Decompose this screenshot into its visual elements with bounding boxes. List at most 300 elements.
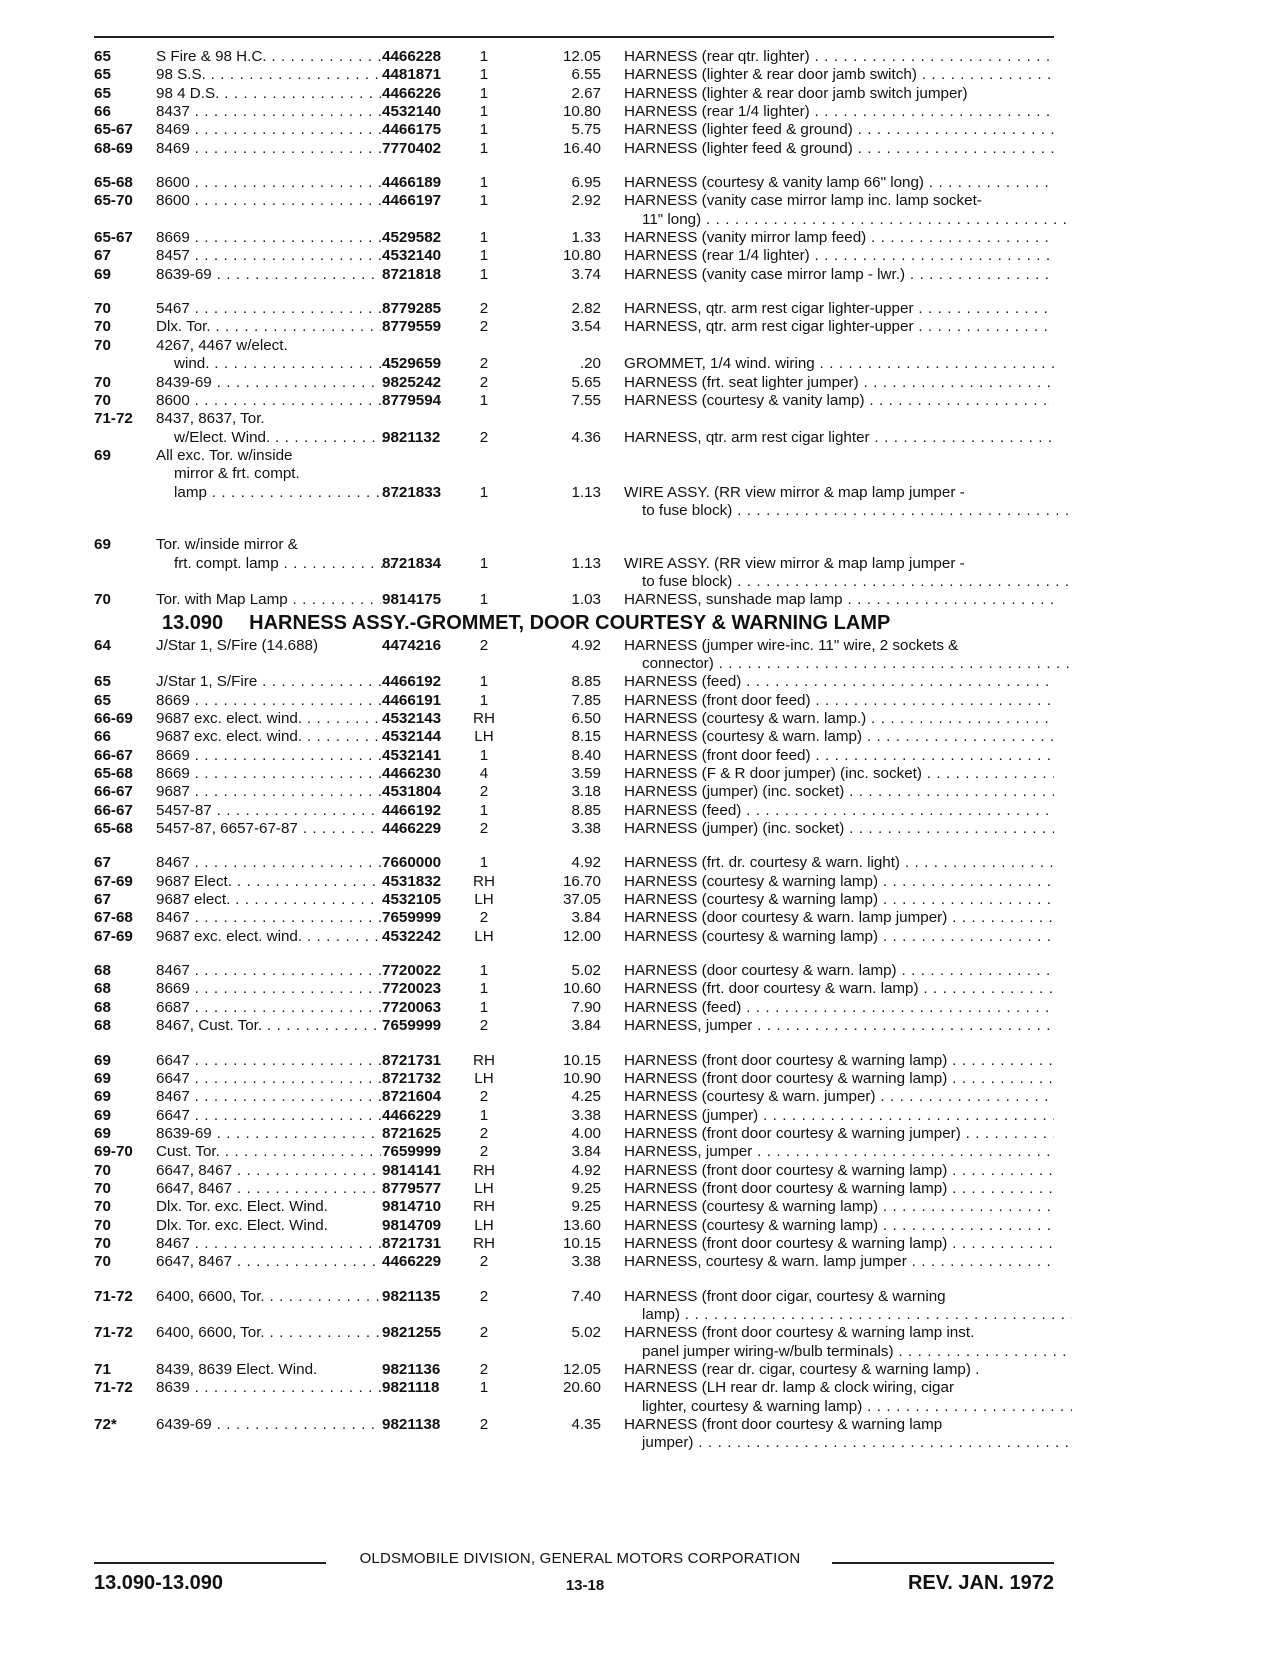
- description-cell: HARNESS (front door courtesy & warning lamp) . . .: [624, 1180, 1054, 1198]
- description-cell: lamp) . . .: [624, 1306, 1072, 1324]
- quantity-cell: 2: [479, 1088, 489, 1106]
- description-cell: HARNESS (frt. dr. courtesy & warn. light) . . .: [624, 854, 1054, 872]
- model-cell: 8467 . . .: [156, 854, 381, 872]
- description-cell: HARNESS (front door courtesy & warning lamp inst.: [624, 1324, 975, 1342]
- price-cell: 9.25: [571, 1179, 601, 1197]
- model-cell: 8467 . . .: [156, 909, 381, 927]
- quantity-cell: 2: [479, 1287, 489, 1305]
- year-cell: 66-67: [94, 746, 133, 764]
- row-spacer: [94, 158, 1054, 174]
- price-cell: 10.60: [562, 980, 601, 998]
- model-cell: J/Star 1, S/Fire (14.688): [156, 636, 319, 654]
- footer-section-range: 13.090-13.090: [94, 1572, 224, 1594]
- year-cell: 67: [94, 891, 111, 909]
- year-cell: 71-72: [94, 1287, 133, 1305]
- quantity-cell: 2: [479, 1361, 489, 1378]
- price-cell: 4.35: [571, 1416, 601, 1434]
- model-cell: 9687 Elect. . . .: [156, 873, 381, 891]
- price-cell: 2.92: [571, 192, 601, 210]
- price-cell: 1.13: [571, 483, 601, 501]
- model-cell: lamp . . .: [156, 484, 399, 502]
- year-cell: 67: [94, 247, 111, 265]
- description-cell: lighter, courtesy & warning lamp) . . .: [624, 1398, 1072, 1416]
- table-row: [94, 211, 1054, 229]
- price-cell: 3.18: [571, 783, 601, 801]
- description-cell: HARNESS (lighter & rear door jamb switch) . . .: [624, 66, 1054, 84]
- table-row: [94, 410, 1054, 428]
- description-cell: HARNESS (jumper) . . .: [624, 1107, 1054, 1125]
- price-cell: 1.13: [571, 554, 601, 572]
- quantity-cell: 2: [479, 300, 489, 318]
- year-cell: 70: [94, 373, 111, 391]
- description-cell: HARNESS (rear 1/4 lighter) . . .: [624, 103, 1054, 121]
- price-cell: 3.38: [571, 820, 601, 838]
- part-number-cell: 4529582: [382, 229, 442, 247]
- year-cell: 68: [94, 1017, 111, 1035]
- price-cell: 8.85: [571, 673, 601, 691]
- table-row: [94, 673, 1054, 691]
- table-row: [94, 1017, 1054, 1035]
- model-cell: 9687 exc. elect. wind. . . .: [156, 728, 381, 746]
- model-cell: 6647 . . .: [156, 1052, 381, 1070]
- description-cell: HARNESS (courtesy & warning lamp) . . .: [624, 1198, 1054, 1216]
- description-cell: jumper) . . .: [624, 1434, 1072, 1452]
- price-cell: 3.84: [571, 909, 601, 927]
- year-cell: 69: [94, 446, 111, 464]
- model-cell: 8669 . . .: [156, 765, 381, 783]
- price-cell: 6.95: [571, 174, 601, 192]
- quantity-cell: 2: [479, 909, 489, 927]
- part-number-cell: 4532140: [382, 247, 442, 265]
- year-cell: 65-68: [94, 820, 133, 838]
- quantity-cell: LH: [474, 927, 494, 945]
- part-number-cell: 7720063: [382, 998, 442, 1016]
- description-cell: HARNESS, qtr. arm rest cigar lighter . . .: [624, 429, 1054, 447]
- row-spacer: [94, 284, 1054, 300]
- year-cell: 69: [94, 1088, 111, 1106]
- part-number-cell: 4466229: [382, 1106, 442, 1124]
- price-cell: 8.40: [571, 746, 601, 764]
- description-cell: HARNESS (F & R door jumper) (inc. socket) . . .: [624, 765, 1054, 783]
- description-cell: HARNESS (frt. door courtesy & warn. lamp) . . .: [624, 980, 1054, 998]
- quantity-cell: LH: [474, 1179, 494, 1197]
- description-cell: WIRE ASSY. (RR view mirror & map lamp jumper -: [624, 554, 965, 572]
- year-cell: 66: [94, 728, 111, 746]
- price-cell: 8.15: [571, 728, 601, 746]
- description-cell: HARNESS (courtesy & warning lamp) . . .: [624, 928, 1054, 946]
- part-number-cell: 9814709: [382, 1216, 442, 1234]
- model-cell: 6647, 8467 . . .: [156, 1162, 381, 1180]
- table-row: [94, 1379, 1054, 1397]
- part-number-cell: 4532242: [382, 927, 442, 945]
- footer-company: OLDSMOBILE DIVISION, GENERAL MOTORS CORPORATION: [359, 1550, 801, 1567]
- part-number-cell: 4529659: [382, 355, 442, 373]
- part-number-cell: 4466229: [382, 1253, 442, 1271]
- part-number-cell: 7720023: [382, 980, 442, 998]
- year-cell: 70: [94, 591, 111, 609]
- quantity-cell: RH: [473, 1198, 495, 1216]
- quantity-cell: 1: [479, 66, 489, 84]
- price-cell: 7.55: [571, 391, 601, 409]
- section-title: HARNESS ASSY.-GROMMET, DOOR COURTESY & WARNING LAMP: [249, 611, 891, 634]
- model-cell: 8669 . . .: [156, 980, 381, 998]
- table-row: [94, 48, 1054, 66]
- model-cell: 8439, 8639 Elect. Wind.: [156, 1361, 318, 1378]
- table-row: [94, 765, 1054, 783]
- description-cell: HARNESS (vanity case mirror lamp inc. lamp socket-: [624, 192, 982, 210]
- quantity-cell: 1: [479, 673, 489, 691]
- part-number-cell: 4466197: [382, 192, 442, 210]
- table-row: [94, 728, 1054, 746]
- table-row: [94, 854, 1054, 872]
- model-cell: 98 S.S. . . .: [156, 66, 381, 84]
- description-cell: HARNESS (rear 1/4 lighter) . . .: [624, 247, 1054, 265]
- year-cell: 65-68: [94, 765, 133, 783]
- quantity-cell: RH: [473, 1234, 495, 1252]
- table-row: [94, 374, 1054, 392]
- year-cell: 70: [94, 1179, 111, 1197]
- part-number-cell: 4481871: [382, 66, 442, 84]
- year-cell: 69: [94, 1124, 111, 1142]
- price-cell: 12.00: [562, 927, 601, 945]
- year-cell: 65: [94, 66, 111, 84]
- quantity-cell: 1: [479, 554, 489, 572]
- description-cell: HARNESS (courtesy & warn. lamp) . . .: [624, 728, 1054, 746]
- table-row: [94, 891, 1054, 909]
- price-cell: 16.40: [562, 139, 601, 157]
- table-row: [94, 1235, 1054, 1253]
- year-cell: 67-68: [94, 909, 133, 927]
- quantity-cell: 1: [479, 801, 489, 819]
- quantity-cell: 2: [479, 1253, 489, 1271]
- table-row: [94, 337, 1054, 355]
- part-number-cell: 7770402: [382, 139, 442, 157]
- description-cell: HARNESS (courtesy & vanity lamp 66" long) . . .: [624, 174, 1054, 192]
- year-cell: 65-70: [94, 192, 133, 210]
- quantity-cell: 1: [479, 84, 489, 102]
- table-row: [94, 747, 1054, 765]
- description-cell: HARNESS (jumper wire-inc. 11" wire, 2 sockets &: [624, 636, 959, 654]
- quantity-cell: 2: [479, 1124, 489, 1142]
- table-row: [94, 484, 1054, 502]
- quantity-cell: 1: [479, 691, 489, 709]
- year-cell: 70: [94, 1198, 111, 1216]
- part-number-cell: 4532140: [382, 103, 442, 121]
- description-cell: HARNESS (front door feed) . . .: [624, 747, 1054, 765]
- model-cell: 5467 . . .: [156, 300, 381, 318]
- model-cell: 8639-69 . . .: [156, 1125, 381, 1143]
- model-cell: 8639-69 . . .: [156, 266, 381, 284]
- price-cell: 9.25: [571, 1198, 601, 1216]
- price-cell: .20: [579, 355, 601, 373]
- price-cell: 4.92: [571, 854, 601, 872]
- price-cell: 7.90: [571, 998, 601, 1016]
- price-cell: 12.05: [562, 1361, 601, 1378]
- model-cell: w/Elect. Wind. . . .: [156, 429, 399, 447]
- description-cell: HARNESS (front door feed) . . .: [624, 692, 1054, 710]
- quantity-cell: 1: [479, 192, 489, 210]
- year-cell: 68-69: [94, 139, 133, 157]
- table-row: [94, 1324, 1054, 1342]
- part-number-cell: 8721818: [382, 265, 442, 283]
- part-number-cell: 8721731: [382, 1234, 442, 1252]
- table-row: [94, 1143, 1054, 1161]
- table-row: [94, 783, 1054, 801]
- model-cell: 8439-69 . . .: [156, 374, 381, 392]
- table-row: [94, 140, 1054, 158]
- table-row: [94, 980, 1054, 998]
- price-cell: 8.85: [571, 801, 601, 819]
- table-row: [94, 1088, 1054, 1106]
- part-number-cell: 4474216: [382, 636, 442, 654]
- quantity-cell: 1: [479, 1379, 489, 1397]
- table-row: [94, 1343, 1054, 1361]
- table-row: [94, 1162, 1054, 1180]
- model-cell: 9687 exc. elect. wind. . . .: [156, 928, 381, 946]
- quantity-cell: 1: [479, 174, 489, 192]
- quantity-cell: 1: [479, 591, 489, 609]
- part-number-cell: 9825242: [382, 373, 442, 391]
- description-cell: panel jumper wiring-w/bulb terminals) . . .: [624, 1343, 1072, 1361]
- table-row: [94, 1125, 1054, 1143]
- table-row: [94, 655, 1054, 673]
- table-row: [94, 1217, 1054, 1235]
- price-cell: 20.60: [562, 1379, 601, 1397]
- table-row: [94, 909, 1054, 927]
- description-cell: 11" long) . . .: [624, 211, 1072, 229]
- description-cell: HARNESS (courtesy & warning lamp) . . .: [624, 873, 1054, 891]
- part-number-cell: 8779594: [382, 391, 442, 409]
- table-row: [94, 66, 1054, 84]
- table-row: [94, 318, 1054, 336]
- table-row: [94, 555, 1054, 573]
- table-row: [94, 873, 1054, 891]
- part-number-cell: 8779577: [382, 1179, 442, 1197]
- row-spacer: [94, 520, 1054, 536]
- table-row: [94, 710, 1054, 728]
- table-row: [94, 1070, 1054, 1088]
- year-cell: 71: [94, 1361, 111, 1378]
- model-cell: 8669 . . .: [156, 692, 381, 710]
- model-cell: 9687 exc. elect. wind. . . .: [156, 710, 381, 728]
- part-number-cell: 8721625: [382, 1124, 442, 1142]
- description-cell: HARNESS (lighter feed & ground) . . .: [624, 140, 1054, 158]
- part-number-cell: 9814175: [382, 591, 442, 609]
- description-cell: HARNESS (front door courtesy & warning jumper) . . .: [624, 1125, 1054, 1143]
- model-cell: 8469 . . .: [156, 140, 381, 158]
- description-cell: HARNESS, qtr. arm rest cigar lighter-upper . . .: [624, 318, 1054, 336]
- model-cell: 98 4 D.S. . . .: [156, 85, 381, 103]
- section-header: [94, 610, 1054, 637]
- quantity-cell: 1: [479, 746, 489, 764]
- description-cell: HARNESS (door courtesy & warn. lamp jumper) . . .: [624, 909, 1054, 927]
- quantity-cell: 2: [479, 355, 489, 373]
- price-cell: 4.00: [571, 1124, 601, 1142]
- year-cell: 67-69: [94, 872, 133, 890]
- part-number-cell: 9821136: [382, 1361, 441, 1378]
- part-number-cell: 7659999: [382, 1143, 442, 1161]
- part-number-cell: 7659999: [382, 1017, 442, 1035]
- table-row: [94, 962, 1054, 980]
- price-cell: 3.59: [571, 765, 601, 783]
- price-cell: 16.70: [562, 872, 601, 890]
- table-row: [94, 1361, 1054, 1379]
- part-number-cell: 4466192: [382, 801, 442, 819]
- table-row: [94, 103, 1054, 121]
- description-cell: HARNESS, jumper . . .: [624, 1017, 1054, 1035]
- price-cell: 2.67: [571, 84, 601, 102]
- description-cell: HARNESS (front door courtesy & warning lamp: [624, 1416, 943, 1434]
- description-cell: HARNESS (front door cigar, courtesy & warning: [624, 1287, 946, 1305]
- price-cell: 10.15: [562, 1234, 601, 1252]
- quantity-cell: 4: [479, 765, 489, 783]
- table-row: [94, 1306, 1054, 1324]
- table-row: [94, 573, 1054, 591]
- description-cell: HARNESS (courtesy & warn. lamp.) . . .: [624, 710, 1054, 728]
- model-cell: 8437 . . .: [156, 103, 381, 121]
- part-number-cell: 4531804: [382, 783, 442, 801]
- model-cell: 6647 . . .: [156, 1070, 381, 1088]
- model-cell: 6647 . . .: [156, 1107, 381, 1125]
- description-cell: HARNESS (front door courtesy & warning lamp) . . .: [624, 1070, 1054, 1088]
- price-cell: 7.85: [571, 691, 601, 709]
- price-cell: 3.38: [571, 1106, 601, 1124]
- table-row: [94, 820, 1054, 838]
- quantity-cell: 1: [479, 247, 489, 265]
- model-cell: 8437, 8637, Tor.: [156, 410, 265, 428]
- model-cell: 4267, 4467 w/elect.: [156, 336, 288, 354]
- table-row: [94, 465, 1054, 483]
- part-number-cell: 8721834: [382, 554, 442, 572]
- price-cell: 4.92: [571, 1161, 601, 1179]
- price-cell: 5.65: [571, 373, 601, 391]
- model-cell: wind. . . .: [156, 355, 399, 373]
- quantity-cell: 2: [479, 820, 489, 838]
- table-row: [94, 192, 1054, 210]
- model-cell: Dlx. Tor. . . .: [156, 318, 381, 336]
- part-number-cell: 9821118: [382, 1379, 440, 1397]
- price-cell: 3.38: [571, 1253, 601, 1271]
- year-cell: 64: [94, 636, 111, 654]
- table-row: [94, 300, 1054, 318]
- description-cell: HARNESS (rear qtr. lighter) . . .: [624, 48, 1054, 66]
- part-number-cell: 4466230: [382, 765, 442, 783]
- table-row: [94, 1288, 1054, 1306]
- quantity-cell: 1: [479, 483, 489, 501]
- model-cell: J/Star 1, S/Fire . . .: [156, 673, 381, 691]
- description-cell: HARNESS (lighter & rear door jamb switch jumper): [624, 84, 968, 102]
- top-rule: [94, 36, 1054, 38]
- quantity-cell: 2: [479, 1416, 489, 1434]
- year-cell: 66-69: [94, 710, 133, 727]
- model-cell: 8600 . . .: [156, 392, 381, 410]
- model-cell: 6647, 8467 . . .: [156, 1253, 381, 1271]
- table-row: [94, 692, 1054, 710]
- quantity-cell: RH: [473, 710, 495, 727]
- year-cell: 69: [94, 1069, 111, 1087]
- quantity-cell: 1: [479, 265, 489, 283]
- price-cell: 5.02: [571, 1324, 601, 1342]
- year-cell: 68: [94, 962, 111, 980]
- year-cell: 70: [94, 318, 111, 336]
- price-cell: 37.05: [562, 891, 601, 909]
- year-cell: 69: [94, 536, 111, 554]
- model-cell: S Fire & 98 H.C. . . .: [156, 48, 381, 66]
- model-cell: Tor. with Map Lamp . . .: [156, 591, 381, 609]
- part-number-cell: 8721732: [382, 1069, 442, 1087]
- price-cell: 12.05: [562, 48, 601, 65]
- part-number-cell: 9814141: [382, 1161, 442, 1179]
- price-cell: 7.40: [571, 1287, 601, 1305]
- price-cell: 4.25: [571, 1088, 601, 1106]
- part-number-cell: 4466192: [382, 673, 442, 691]
- quantity-cell: 1: [479, 103, 489, 121]
- table-row: [94, 121, 1054, 139]
- year-cell: 67: [94, 854, 111, 872]
- price-cell: 1.03: [571, 591, 601, 609]
- quantity-cell: 2: [479, 318, 489, 336]
- quantity-cell: 1: [479, 980, 489, 998]
- description-cell: to fuse block) . . .: [624, 573, 1072, 591]
- year-cell: 65: [94, 48, 111, 65]
- part-number-cell: 9821135: [382, 1287, 441, 1305]
- model-cell: 8467 . . .: [156, 962, 381, 980]
- year-cell: 71-72: [94, 1324, 133, 1342]
- description-cell: HARNESS, sunshade map lamp . . .: [624, 591, 1054, 609]
- description-cell: GROMMET, 1/4 wind. wiring . . .: [624, 355, 1054, 373]
- row-spacer: [94, 838, 1054, 854]
- model-cell: 6400, 6600, Tor. . . .: [156, 1324, 381, 1342]
- quantity-cell: LH: [474, 728, 494, 746]
- year-cell: 70: [94, 1234, 111, 1252]
- description-cell: HARNESS (lighter feed & ground) . . .: [624, 121, 1054, 139]
- quantity-cell: 2: [479, 636, 489, 654]
- description-cell: HARNESS (courtesy & warn. jumper) . . .: [624, 1088, 1054, 1106]
- footer-rule-right: [832, 1562, 1054, 1564]
- model-cell: Cust. Tor. . . .: [156, 1143, 381, 1161]
- price-cell: 3.84: [571, 1017, 601, 1035]
- year-cell: 70: [94, 336, 111, 354]
- description-cell: HARNESS (courtesy & vanity lamp) . . .: [624, 392, 1054, 410]
- year-cell: 70: [94, 1161, 111, 1179]
- model-cell: 8467 . . .: [156, 1088, 381, 1106]
- table-row: [94, 802, 1054, 820]
- quantity-cell: LH: [474, 1069, 494, 1087]
- part-number-cell: 8721731: [382, 1051, 442, 1069]
- quantity-cell: 1: [479, 1106, 489, 1124]
- model-cell: 5457-87, 6657-67-87 . . .: [156, 820, 381, 838]
- parts-table: [94, 48, 1054, 1453]
- year-cell: 65: [94, 691, 111, 709]
- model-cell: Dlx. Tor. exc. Elect. Wind.: [156, 1198, 328, 1216]
- model-cell: 6647, 8467 . . .: [156, 1180, 381, 1198]
- part-number-cell: 4532144: [382, 728, 442, 746]
- price-cell: 6.55: [571, 66, 601, 84]
- year-cell: 71-72: [94, 410, 133, 428]
- year-cell: 70: [94, 391, 111, 409]
- part-number-cell: 4532143: [382, 710, 442, 727]
- table-row: [94, 502, 1054, 520]
- table-row: [94, 1416, 1054, 1434]
- description-cell: HARNESS, qtr. arm rest cigar lighter-upper . . .: [624, 300, 1054, 318]
- part-number-cell: 4466226: [382, 84, 442, 102]
- model-cell: 8467 . . .: [156, 1235, 381, 1253]
- year-cell: 70: [94, 1216, 111, 1234]
- description-cell: HARNESS (jumper) (inc. socket) . . .: [624, 820, 1054, 838]
- description-cell: to fuse block) . . .: [624, 502, 1072, 520]
- part-number-cell: 4466189: [382, 174, 442, 192]
- row-spacer: [94, 946, 1054, 962]
